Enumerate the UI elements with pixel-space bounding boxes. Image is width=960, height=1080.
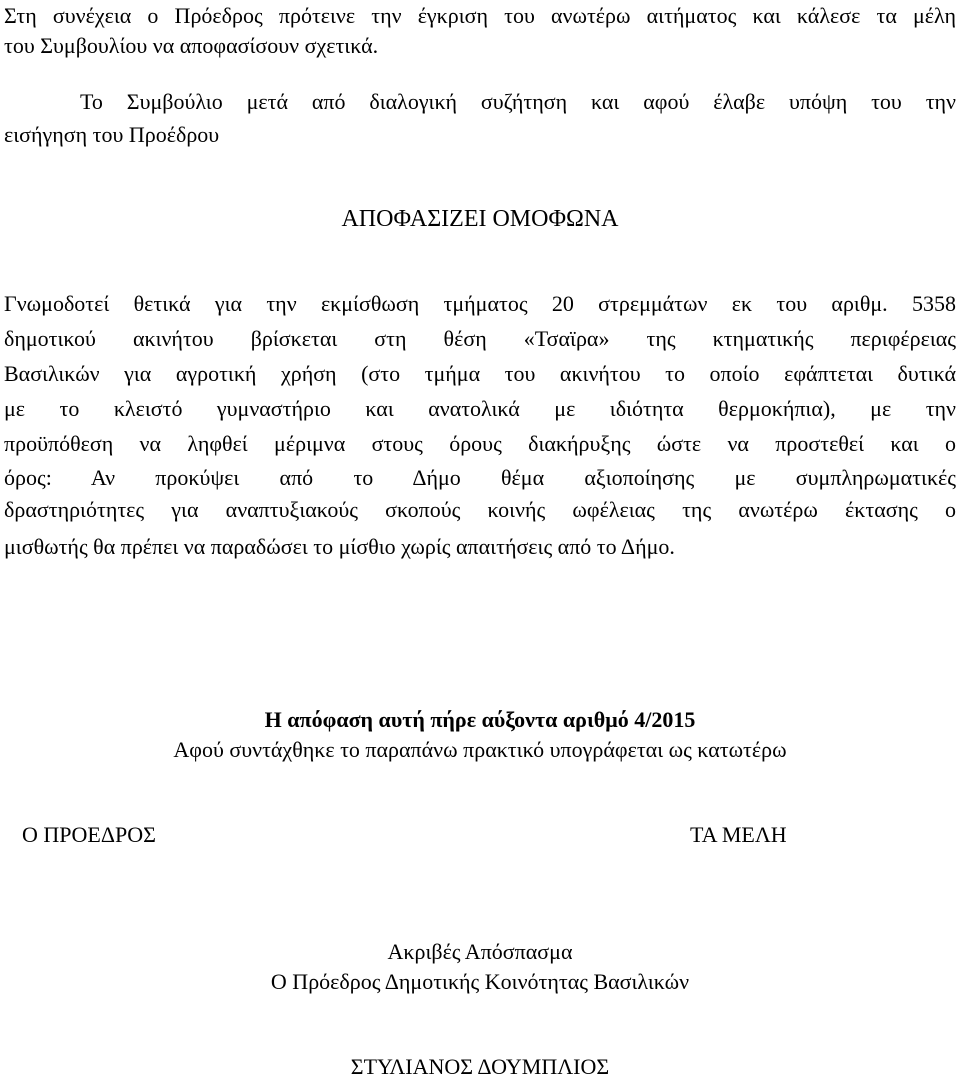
decision-number: Η απόφαση αυτή πήρε αύξοντα αριθμό 4/2015 bbox=[264, 707, 696, 732]
decision-body-line: όρος: Αν προκύψει από το Δήμο θέμα αξιοποίησης με συμπληρωματικές bbox=[4, 465, 956, 490]
intro-line-1: Στη συνέχεια ο Πρόεδρος πρότεινε την έγκριση του ανωτέρω αιτήματος και κάλεσε τα μέλη bbox=[4, 3, 956, 28]
decision-body-line: Γνωμοδοτεί θετικά για την εκμίσθωση τμήματος 20 στρεμμάτων εκ του αριθμ. 5358 bbox=[4, 291, 956, 316]
signature-members: ΤΑ ΜΕΛΗ bbox=[690, 822, 787, 847]
certified-label: Ακριβές Απόσπασμα bbox=[387, 939, 573, 964]
decision-body-line: προϋπόθεση να ληφθεί μέριμνα στους όρους διακήρυξης ώστε να προστεθεί και ο bbox=[4, 431, 956, 456]
certified-title: Ο Πρόεδρος Δημοτικής Κοινότητας Βασιλικών bbox=[270, 969, 690, 994]
decision-heading: ΑΠΟΦΑΣΙΖΕΙ ΟΜΟΦΩΝΑ bbox=[341, 206, 619, 232]
decision-body-line: δραστηριότητες για αναπτυξιακούς σκοπούς κοινής ωφέλειας της ανωτέρω έκτασης ο bbox=[4, 497, 956, 522]
signatory-name: ΣΤΥΛΙΑΝΟΣ ΔΟΥΜΠΛΙΟΣ bbox=[350, 1054, 610, 1079]
intro-line-4: εισήγηση του Προέδρου bbox=[4, 122, 220, 147]
signature-president: Ο ΠΡΟΕΔΡΟΣ bbox=[22, 822, 156, 847]
decision-body-line: δημοτικού ακινήτου βρίσκεται στη θέση «Τσαϊρα» της κτηματικής περιφέρειας bbox=[4, 326, 956, 351]
signing-note: Αφού συντάχθηκε το παραπάνω πρακτικό υπογράφεται ως κατωτέρω bbox=[173, 737, 787, 762]
intro-line-3: Το Συμβούλιο μετά από διαλογική συζήτηση και αφού έλαβε υπόψη του την bbox=[80, 89, 956, 114]
intro-line-2: του Συμβουλίου να αποφασίσουν σχετικά. bbox=[4, 33, 379, 58]
decision-body-line: Βασιλικών για αγροτική χρήση (στο τμήμα του ακινήτου το οποίο εφάπτεται δυτικά bbox=[4, 361, 956, 386]
decision-body-line: με το κλειστό γυμναστήριο και ανατολικά με ιδιότητα θερμοκήπια), με την bbox=[4, 396, 956, 421]
decision-body-line: μισθωτής θα πρέπει να παραδώσει το μίσθιο χωρίς απαιτήσεις από το Δήμο. bbox=[4, 534, 675, 559]
